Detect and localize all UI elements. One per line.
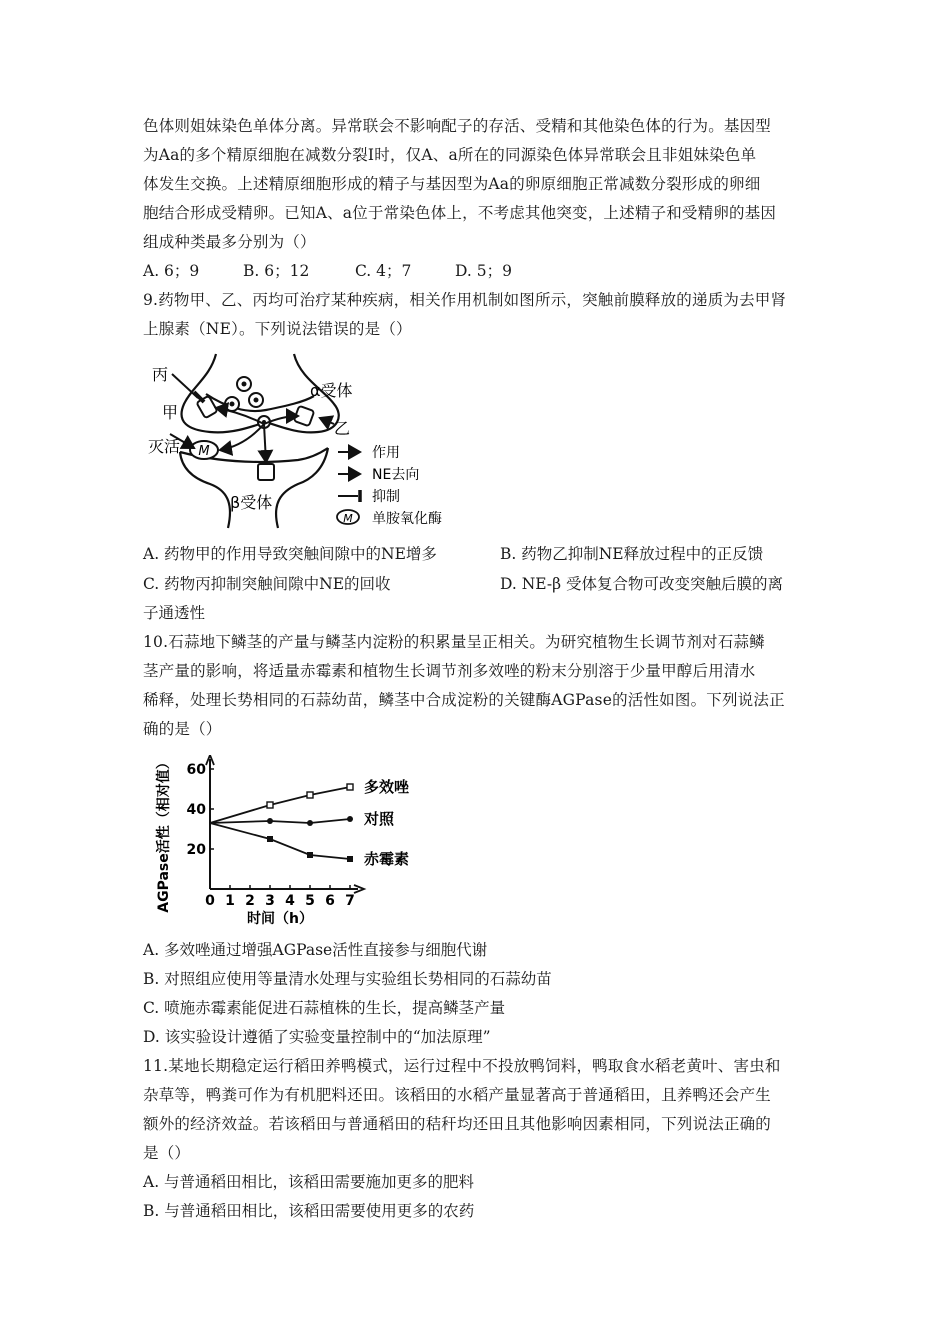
q11-line-4: 是（） — [143, 1144, 191, 1162]
figure-legend — [337, 445, 442, 527]
q10-line-1: 10.石蒜地下鳞茎的产量与鳞茎内淀粉的积累量呈正相关。为研究植物生长调节剂对石蒜鳞 — [143, 633, 765, 651]
q11-line-3: 额外的经济效益。若该稻田与普通稻田的秸秆均还田且其他影响因素相同，下列说法正确的 — [143, 1115, 772, 1133]
x-tick-label: 0 — [205, 893, 215, 909]
x-axis-label: 时间（h） — [247, 911, 313, 927]
vesicles — [225, 377, 270, 428]
series-label: 对照 — [364, 810, 395, 828]
y-axis-label: AGPase活性（相对值） — [156, 755, 172, 913]
series-label: 多效唑 — [364, 778, 410, 796]
agpase-activity-chart — [150, 755, 470, 927]
enzyme-symbol: M — [198, 444, 210, 459]
series-line-2 — [210, 823, 350, 859]
q9-option-d-continued: 子通透性 — [143, 604, 206, 622]
x-tick-label: 3 — [265, 893, 275, 909]
label-miehuo: 灭活 — [148, 437, 181, 456]
y-tick-label: 20 — [186, 842, 206, 858]
q9-option-d: D. NE-β 受体复合物可改变突触后膜的离 — [500, 575, 784, 593]
x-tick-label: 4 — [285, 893, 295, 909]
y-tick-label: 60 — [186, 762, 206, 778]
x-tick-label: 7 — [345, 893, 355, 909]
q8-option-b: B. 6；12 — [243, 262, 310, 280]
legend-effect: 作用 — [372, 445, 400, 461]
q9-option-b: B. 药物乙抑制NE释放过程中的正反馈 — [500, 545, 764, 563]
legend-mao: 单胺氧化酶 — [372, 511, 442, 527]
data-point — [307, 792, 313, 798]
synapse-figure — [148, 352, 458, 530]
q8-line-2: 为Aa的多个精原细胞在减数分裂Ⅰ时，仅A、a所在的同源染色体异常联会且非姐妹染色单 — [143, 146, 757, 164]
q11-line-2: 杂草等，鸭粪可作为有机肥料还田。该稻田的水稻产量显著高于普通稻田，且养鸭还会产生 — [143, 1086, 772, 1104]
legend-inhibit: 抑制 — [372, 489, 400, 505]
q9-option-c: C. 药物丙抑制突触间隙中NE的回收 — [143, 575, 391, 593]
q8-option-a: A. 6；9 — [143, 262, 200, 280]
x-tick-label: 1 — [225, 893, 235, 909]
series-line-0 — [210, 787, 350, 823]
data-point — [307, 820, 313, 826]
label-jia: 甲 — [162, 403, 179, 422]
q9-line-2: 上腺素（NE）。下列说法错误的是（） — [143, 320, 412, 338]
data-point — [347, 784, 353, 790]
q8-line-5: 组成种类最多分别为（） — [143, 233, 316, 251]
q10-line-3: 稀释，处理长势相同的石蒜幼苗，鳞茎中合成淀粉的关键酶AGPase的活性如图。下列说法正 — [143, 691, 785, 709]
q10-option-b: B. 对照组应使用等量清水处理与实验组长势相同的石蒜幼苗 — [143, 970, 552, 988]
x-tick-label: 2 — [245, 893, 255, 909]
data-point — [267, 818, 273, 824]
series-line-1 — [210, 819, 350, 823]
q9-option-a: A. 药物甲的作用导致突触间隙中的NE增多 — [143, 545, 437, 563]
x-tick-label: 5 — [305, 893, 315, 909]
data-point — [267, 802, 273, 808]
data-point — [267, 836, 273, 842]
x-tick-label: 6 — [325, 893, 335, 909]
beta-receptor — [258, 464, 274, 480]
q8-option-d: D. 5；9 — [455, 262, 512, 280]
q8-line-3: 体发生交换。上述精原细胞形成的精子与基因型为Aa的卵原细胞正常减数分裂形成的卵细 — [143, 175, 761, 193]
label-alpha-receptor: α受体 — [310, 381, 353, 400]
series-label: 赤霉素 — [364, 850, 410, 868]
legend-ne-fate: NE去向 — [372, 467, 420, 483]
label-yi: 乙 — [334, 419, 351, 438]
q10-option-a: A. 多效唑通过增强AGPase活性直接参与细胞代谢 — [143, 941, 488, 959]
label-bing: 丙 — [152, 365, 169, 384]
postsynaptic-membrane — [180, 452, 230, 528]
q11-line-1: 11.某地长期稳定运行稻田养鸭模式，运行过程中不投放鸭饲料，鸭取食水稻老黄叶、害虫和 — [143, 1057, 781, 1075]
q10-option-c: C. 喷施赤霉素能促进石蒜植株的生长，提高鳞茎产量 — [143, 999, 506, 1017]
q10-line-4: 确的是（） — [143, 720, 222, 738]
q9-line-1: 9.药物甲、乙、丙均可治疗某种疾病，相关作用机制如图所示，突触前膜释放的递质为去甲肾 — [143, 291, 787, 309]
q10-option-d: D. 该实验设计遵循了实验变量控制中的“加法原理” — [143, 1028, 491, 1046]
data-point — [347, 856, 353, 862]
data-point — [307, 852, 313, 858]
data-point — [347, 816, 353, 822]
legend-enzyme-symbol: M — [343, 512, 353, 525]
q11-option-b: B. 与普通稻田相比，该稻田需要使用更多的农药 — [143, 1202, 475, 1220]
label-beta-receptor: β受体 — [230, 493, 273, 512]
q8-line-4: 胞结合形成受精卵。已知A、a位于常染色体上，不考虑其他突变，上述精子和受精卵的基因 — [143, 204, 777, 222]
q8-option-c: C. 4；7 — [355, 262, 412, 280]
q10-line-2: 茎产量的影响，将适量赤霉素和植物生长调节剂多效唑的粉末分别溶于少量甲醇后用清水 — [143, 662, 756, 680]
y-tick-label: 40 — [186, 802, 206, 818]
q8-line-1: 色体则姐妹染色单体分离。异常联会不影响配子的存活、受精和其他染色体的行为。基因型 — [143, 117, 772, 135]
q11-option-a: A. 与普通稻田相比，该稻田需要施加更多的肥料 — [143, 1173, 475, 1191]
